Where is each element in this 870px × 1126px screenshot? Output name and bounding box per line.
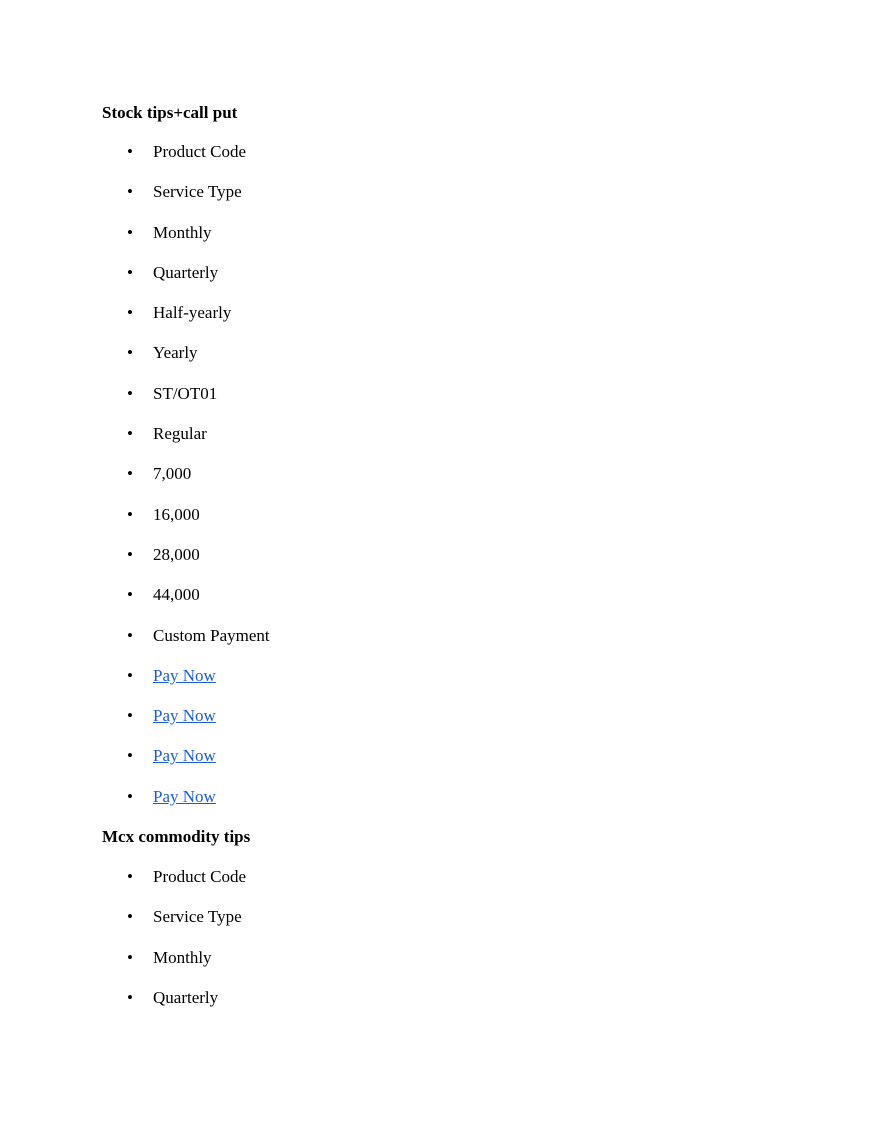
bullet-icon: • xyxy=(127,987,133,1007)
list-item-text: Monthly xyxy=(153,222,212,242)
list-item-text: Regular xyxy=(153,424,207,444)
list-item-text: Quarterly xyxy=(153,987,219,1007)
pay-now-link[interactable]: Pay Now xyxy=(153,665,216,685)
section-title-mcx-commodity: Mcx commodity tips xyxy=(102,827,251,846)
bullet-icon: • xyxy=(127,706,133,726)
list-item-text: Service Type xyxy=(153,907,242,927)
bullet-icon: • xyxy=(127,625,133,645)
bullet-icon: • xyxy=(127,544,133,564)
bullet-icon: • xyxy=(127,142,133,161)
bullet-icon: • xyxy=(127,504,133,524)
bullet-icon: • xyxy=(127,867,133,886)
pay-now-link[interactable]: Pay Now xyxy=(153,786,216,806)
list-item-text: Half-yearly xyxy=(153,303,232,323)
list-item-text: Product Code xyxy=(153,867,247,886)
list-item-text: Yearly xyxy=(153,343,198,363)
bullet-icon: • xyxy=(127,665,133,685)
bullet-icon: • xyxy=(127,343,133,363)
list-item-text: Product Code xyxy=(153,142,247,161)
bullet-icon: • xyxy=(127,222,133,242)
bullet-icon: • xyxy=(127,464,133,484)
pay-now-link[interactable]: Pay Now xyxy=(153,746,216,766)
list-item-text: 28,000 xyxy=(153,544,200,564)
section-title-stock-tips: Stock tips+call put xyxy=(102,103,238,122)
bullet-icon: • xyxy=(127,585,133,605)
bullet-icon: • xyxy=(127,383,133,403)
bullet-icon: • xyxy=(127,786,133,806)
list-item-text: 44,000 xyxy=(153,585,200,605)
bullet-icon: • xyxy=(127,303,133,323)
list-item-text: Custom Payment xyxy=(153,625,270,645)
list-item-text: 7,000 xyxy=(153,464,192,484)
bullet-icon: • xyxy=(127,947,133,967)
bullet-icon: • xyxy=(127,746,133,766)
list-item-text: Monthly xyxy=(153,947,212,967)
bullet-icon: • xyxy=(127,262,133,282)
list-item-text: Service Type xyxy=(153,182,242,202)
list-item-text: Quarterly xyxy=(153,262,219,282)
bullet-icon: • xyxy=(127,907,133,927)
pay-now-link[interactable]: Pay Now xyxy=(153,706,216,726)
bullet-icon: • xyxy=(127,424,133,444)
list-item-text: 16,000 xyxy=(153,504,200,524)
bullet-icon: • xyxy=(127,182,133,202)
list-item-text: ST/OT01 xyxy=(153,383,218,403)
